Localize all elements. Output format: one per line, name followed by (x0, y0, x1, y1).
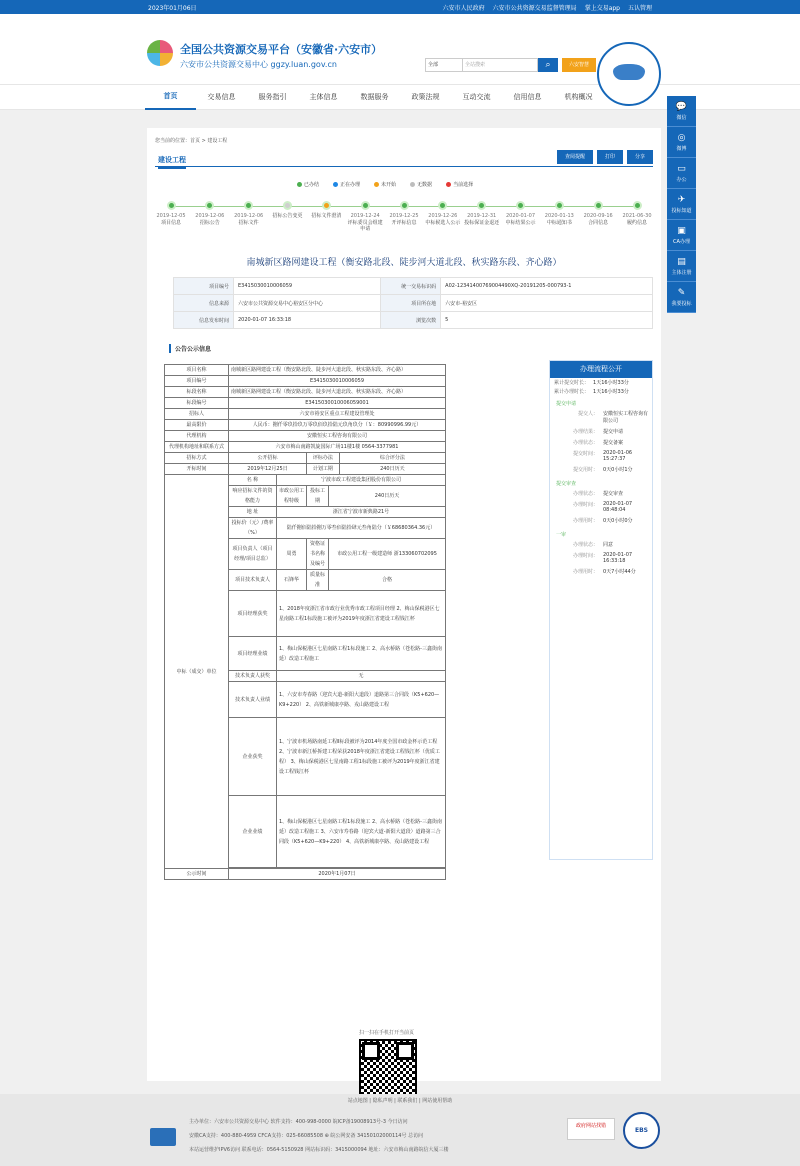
nav-policy[interactable]: 政策法规 (411, 93, 440, 101)
table-row: 项目负责人（项目经理/项目总监） 周勇 资格证书名称及编号 市政公用工程一级建造师 浙133060702095 (165, 539, 446, 570)
table-row: 项目编号 E3415030010006059 (165, 376, 446, 387)
legend-dot-icon (374, 182, 379, 187)
table-row: 代理机构地址和联系方式 六安市梅山南路凯旋国际广场11楼1楼 0564-3377981 (165, 442, 446, 453)
legend-notstart: 未开始 (374, 181, 396, 188)
notice-table (164, 364, 446, 880)
timeline-date: 2020-09-16 (583, 213, 613, 219)
legend-dot-icon (297, 182, 302, 187)
table-row: 项目技术负责人 石锋华 质量标准 合格 (165, 570, 446, 591)
timeline-label: 履约信息 (626, 220, 647, 226)
nav-data[interactable]: 数据服务 (360, 93, 389, 101)
process-kv: 办理状态： 同意 (572, 542, 614, 548)
weibo-icon: ◎ (677, 133, 686, 143)
qr-label: 扫一扫在手机打开当前页 (359, 1030, 415, 1036)
nav-subject[interactable]: 主体信息 (309, 93, 338, 101)
timeline-dot-icon (633, 201, 642, 210)
ebs-badge[interactable]: EBS (623, 1112, 660, 1149)
footer-line-1: 主办单位：六安市公共资源交易中心 软件支持：400-998-0000 皖ICP备19008913号-3 今日访问 (189, 1119, 408, 1125)
timeline-dot-icon (438, 201, 447, 210)
project-info-table (173, 277, 653, 329)
timeline-dot-icon (477, 201, 486, 210)
side-bid-know[interactable]: ✈ 投标知道 (667, 189, 696, 220)
footer-badge-icon (150, 1128, 176, 1146)
table-row: 信息来源 六安市公共资源交易中心裕安区分中心 项目所在地 六安市-裕安区 (174, 295, 653, 312)
table-row: 投标价（元）/费率（%） 陆仟捌佰陆拾捌万零叁佰陆拾肆元叁角陆分（￥68680364.36元） (165, 518, 446, 539)
notice-heading: 公告公示信息 (169, 344, 211, 353)
main-content (147, 128, 661, 1081)
process-title: 办理流程公开 (550, 361, 652, 378)
process-stage-title: 提交审查 (556, 481, 577, 487)
process-kv: 提交人： 安徽恒实工程咨询有限公司 (577, 411, 649, 424)
timeline-label: 评标委员会组建申请 (347, 220, 383, 232)
timeline-dot-icon (205, 201, 214, 210)
timeline-node[interactable] (191, 201, 229, 226)
breadcrumb: 您当前的位置：首页 > 建设工程 (155, 138, 228, 144)
search-scope-select[interactable]: 全部 (425, 58, 463, 72)
process-kv: 办理时间： 2020-01-07 08:48:04 (572, 501, 633, 513)
timeline-date: 2019-12-06 (234, 213, 264, 219)
side-office[interactable]: ▭ 办公 (667, 158, 696, 189)
timeline-node[interactable] (385, 201, 423, 226)
gov-error-badge[interactable]: 政府网站找错 (567, 1118, 615, 1140)
title-main: 全国公共资源交易平台（安徽省·六安市） (180, 43, 383, 56)
side-weibo[interactable]: ◎ 微博 (667, 127, 696, 158)
timeline-label: 招标公告 (199, 220, 220, 226)
table-row: 技术负责人获奖 无 (165, 671, 446, 682)
search-input[interactable]: 全站搜索 (463, 58, 538, 72)
timeline-label: 招标文件 (238, 220, 259, 226)
process-total: 累计提交时长： 1天16小时33分 (554, 380, 629, 386)
legend-dot-icon (410, 182, 415, 187)
timeline-node[interactable] (540, 201, 578, 226)
section-divider (155, 166, 653, 167)
location-pin-icon (446, 182, 451, 187)
nav-org[interactable]: 机构概况 (564, 93, 593, 101)
process-panel (549, 360, 653, 860)
timeline-label: 招标文件澄清 (311, 213, 342, 219)
timeline-dot-icon (594, 201, 603, 210)
timeline-node[interactable] (502, 201, 540, 226)
timeline-label: 开评标信息 (391, 220, 417, 226)
qr-code (359, 1039, 417, 1097)
table-row: 中标（成交）单位 名 称 宁波市政工程建设集团股份有限公司 (165, 475, 446, 486)
timeline-dot-icon (322, 201, 331, 210)
search-button[interactable]: ⌕ (538, 58, 558, 72)
table-row: 项目经理获奖 1、2018年度浙江省市政行业优秀市政工程项目经理 2、梅山保税港区七星南路工程1标段施工被评为2019年度浙江省建设工程钱江杯 (165, 591, 446, 637)
legend-done: 已办结 (297, 181, 319, 188)
timeline-node[interactable] (579, 201, 617, 226)
timeline-node[interactable] (618, 201, 656, 226)
link-bureau[interactable]: 六安市公共资源交易监督管理局 (492, 4, 577, 12)
side-wechat[interactable]: 💬 微信 (667, 96, 696, 127)
table-row: 标段编号 E3415030010006059001 (165, 398, 446, 409)
timeline-date: 2019-12-05 (156, 213, 186, 219)
status-legend (297, 181, 473, 188)
title-sub: 六安市公共资源交易中心 (180, 60, 268, 69)
site-title (180, 41, 382, 70)
process-timeline (156, 201, 652, 241)
table-row: 项目名称 南城新区路网建设工程（衡安路北段、陡步河大道北段、秋实路东段、齐心路） (165, 365, 446, 376)
timeline-label: 中标结果公示 (505, 220, 536, 226)
table-row: 信息发布时间 2020-01-07 16:33:18 浏览次数 5 (174, 312, 653, 329)
footer (0, 1094, 800, 1166)
timeline-dot-icon (400, 201, 409, 210)
process-kv: 办理结果： 提交申请 (572, 429, 624, 435)
link-gov[interactable]: 六安市人民政府 (442, 4, 485, 12)
process-used: 累计办理时长： 1天16小时33分 (554, 389, 629, 395)
table-row: 招标方式 公开招标 评标办法 综合评分法 (165, 453, 446, 464)
process-kv: 办理时间： 2020-01-07 16:33:18 (572, 552, 633, 564)
timeline-node[interactable] (424, 201, 462, 226)
domain-text: ggzy.luan.gov.cn (270, 60, 337, 69)
side-ca[interactable]: ▣ CA办理 (667, 220, 696, 251)
timeline-label: 项目信息 (160, 220, 181, 226)
timeline-date: 2019-12-06 (195, 213, 225, 219)
footer-line-2: 安徽CA支持：400-880-4959 CFCA支持：025-66085508 ⊕ 皖公网安备 34150102000114号 总访问 (189, 1133, 424, 1139)
timeline-date: 2019-12-26 (428, 213, 458, 219)
timeline-date: 2020-01-07 (505, 213, 536, 219)
table-row: 技术负责人业绩 1、六安市寿春路（迎宾大道-新阳大道段）道路第三合同段（K5+620—K9+220） 2、高铁新城康亭路、戎山路建设工程 (165, 682, 446, 718)
timeline-dot-icon (167, 201, 176, 210)
site-logo[interactable] (147, 40, 173, 66)
nav-trade[interactable]: 交易信息 (207, 93, 236, 101)
timeline-node[interactable] (230, 201, 268, 226)
top-links (443, 3, 652, 12)
timeline-date: 2020-01-13 (544, 213, 574, 219)
monitor-icon: ▭ (677, 164, 686, 174)
process-kv: 办理状态： 提交审查 (572, 491, 624, 497)
nav-guide[interactable]: 服务指引 (258, 93, 287, 101)
table-row: 标段名称 南城新区路网建设工程（衡安路北段、陡步河大道北段、秋实路东段、齐心路） (165, 387, 446, 398)
table-row: 响应招标文件的资格能力 市政公用工程特级 投标工期 240日历天 (165, 486, 446, 507)
share-button[interactable]: 分享 (627, 150, 653, 164)
timeline-node[interactable] (346, 201, 384, 232)
timeline-date: 2019-12-25 (389, 213, 419, 219)
link-manage[interactable]: 五认管理 (627, 4, 652, 12)
smart-button[interactable]: 六安智慧 (562, 58, 596, 72)
print-button[interactable]: 打印 (597, 150, 623, 164)
pen-icon: ✎ (677, 288, 686, 298)
footer-links[interactable]: 站点地图 | 隐私声明 | 联系我们 | 网站使用帮助 (347, 1098, 453, 1104)
timeline-node[interactable] (463, 201, 501, 226)
table-row: 开标时间 2019年12月25日 计划工期 240日历天 (165, 464, 446, 475)
timeline-dot-icon (361, 201, 370, 210)
table-row: 企业业绩 1、梅山保税港区七星南路工程1标段施工 2、高水桥路（苍松路-三鑫街南延）改造工程施工 3、六安市寿春路（迎宾大道-新阳大道段）道路第三合同段（K5+620—K9+220） 4、高铁新城康亭路、戎山路建设工程 (165, 796, 446, 868)
table-row: 项目编号 E3415030010006059 统一交易标识码 A02-12341400769004490XQ-20191205-000793-1 (174, 278, 653, 295)
nav-interact[interactable]: 互动交流 (462, 93, 491, 101)
table-row: 招标人 六安市裕安区重点工程建设管理处 (165, 409, 446, 420)
timeline-dot-icon (516, 201, 525, 210)
legend-current: 当前选择 (446, 181, 473, 188)
center-seal-logo (597, 42, 661, 106)
timeline-label: 投标保证金退还 (464, 220, 500, 226)
process-kv: 提交用时： 0天0小时1分 (572, 467, 633, 473)
table-row: 代理机构 安徽恒实工程咨询有限公司 (165, 431, 446, 442)
section-title: 建设工程 (158, 155, 186, 169)
process-stage-title: 提交申请 (556, 401, 577, 407)
timeline-label: 中标候选人公示 (425, 220, 461, 226)
process-kv: 办理用时： 0天0小时0分 (572, 518, 633, 524)
side-register[interactable]: ▤ 主体注册 (667, 251, 696, 282)
nav-credit[interactable]: 信用信息 (513, 93, 542, 101)
legend-dot-icon (333, 182, 338, 187)
right-floating-sidebar (667, 96, 696, 313)
timeline-node[interactable] (152, 201, 190, 226)
process-stage-title: 一审 (556, 532, 567, 538)
timeline-label: 招标公告变更 (272, 213, 303, 219)
header (0, 14, 800, 84)
table-row: 最高限价 人民币：捌仟零玖拾玖万零玖佰玖拾陆元玖角玖分（￥：80990996.99元） (165, 420, 446, 431)
plane-icon: ✈ (677, 195, 686, 205)
legend-doing: 正在办理 (333, 181, 360, 188)
date-text: 2023年01月06日 (148, 4, 197, 12)
timeline-node[interactable] (269, 201, 307, 219)
table-row: 项目经理业绩 1、梅山保税港区七星南路工程1标段施工 2、高水桥路（苍松路-三鑫街南延）改造工程施工 (165, 637, 446, 671)
timeline-dot-icon (283, 201, 292, 210)
link-app[interactable]: 掌上交易app (584, 4, 620, 12)
remind-button[interactable]: 查阅提醒 (557, 150, 593, 164)
action-buttons (557, 150, 653, 164)
top-bar (0, 0, 800, 14)
process-kv: 提交时间： 2020-01-06 15:27:37 (572, 450, 633, 462)
nav-home[interactable]: 首页 (145, 84, 196, 110)
legend-nodata: 无数据 (410, 181, 432, 188)
table-row: 公示时间 2020年1月07日 (165, 869, 446, 880)
table-row: 地 址 浙江省宁波市新典路21号 (165, 507, 446, 518)
timeline-date: 2019-12-31 (467, 213, 497, 219)
timeline-dot-icon (244, 201, 253, 210)
process-kv: 办理状态： 提交备案 (572, 440, 624, 446)
process-stages (550, 400, 652, 578)
timeline-label: 合同信息 (588, 220, 609, 226)
wechat-icon: 💬 (675, 102, 688, 112)
process-kv: 办理用时： 0天7小时44分 (572, 569, 636, 575)
timeline-date: 2021-06-30 (622, 213, 652, 219)
footer-line-3: 本站运营维护IPV6访问 联系电话：0564-5150928 网站标识码：3415000094 地址：六安市梅山南路皖信大厦三楼 (189, 1147, 449, 1153)
ca-icon: ▣ (677, 226, 686, 236)
side-bid[interactable]: ✎ 我要投标 (667, 282, 696, 313)
timeline-label: 中标通知书 (546, 220, 572, 226)
timeline-node[interactable] (307, 201, 345, 219)
search-bar (425, 58, 596, 72)
project-title: 南城新区路网建设工程（衡安路北段、陡步河大道北段、秋实路东段、齐心路） (246, 258, 562, 268)
register-icon: ▤ (677, 257, 686, 267)
table-row: 企业获奖 1、宁波市机场路南延工程Ⅱ标段被评为2014年度全国市政金杯示范工程 2、宁波市新江桥拆建工程荣获2018年度浙江省建设工程钱江杯（优质工程） 3、梅山保税港区七星南路工程1标段施工被评为2019年度浙江省建设工程钱江杯 (165, 718, 446, 796)
timeline-date: 2019-12-24 (350, 213, 380, 219)
timeline-dot-icon (555, 201, 564, 210)
